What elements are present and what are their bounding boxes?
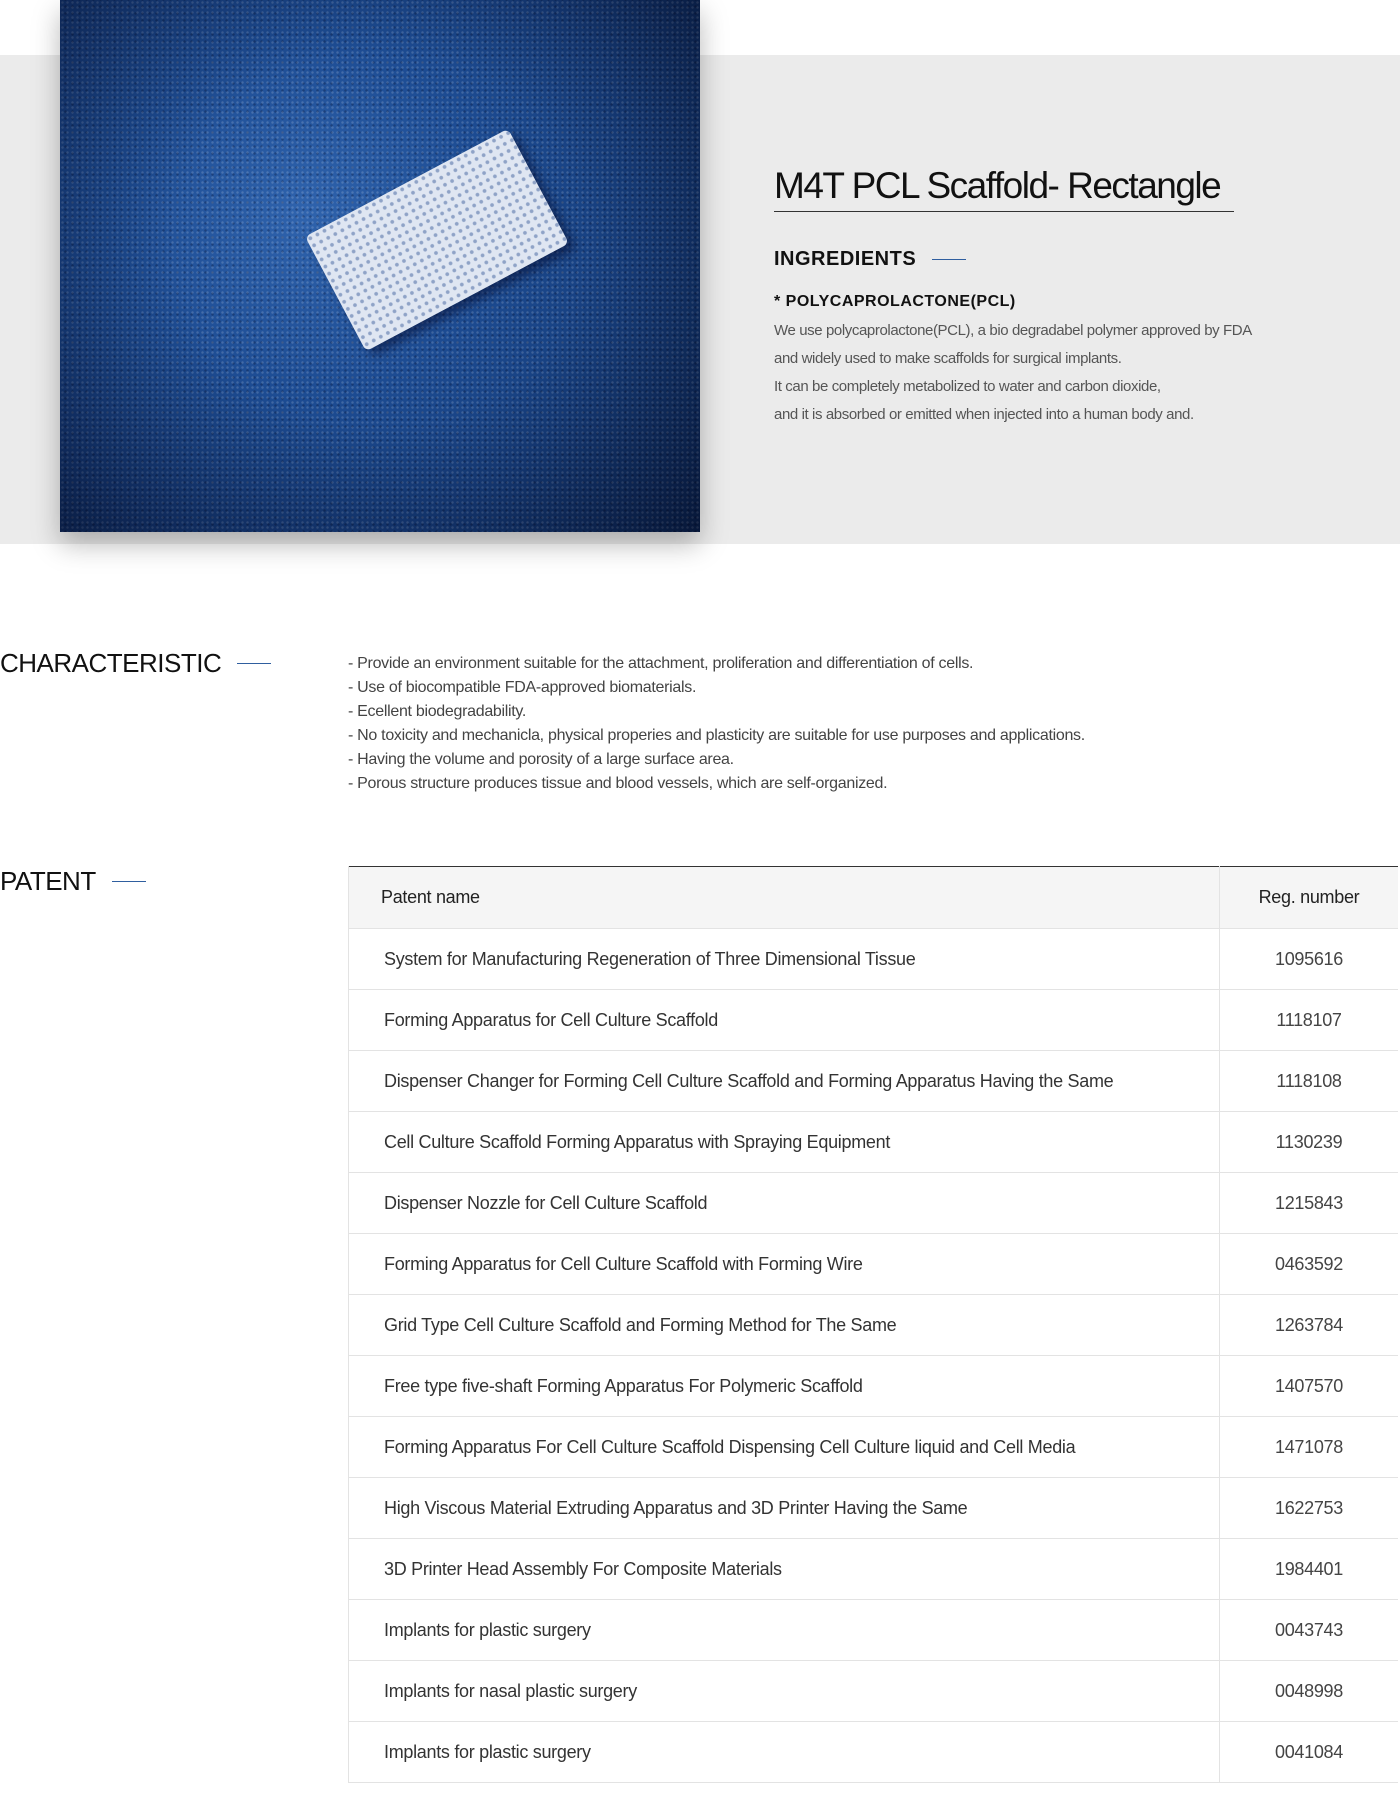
patent-heading bbox=[0, 866, 146, 897]
reg-number-cell: 1118108 bbox=[1220, 1051, 1399, 1112]
ingredient-desc-line: It can be completely metabolized to water and carbon dioxide, bbox=[774, 378, 1161, 395]
reg-number-cell: 1118107 bbox=[1220, 990, 1399, 1051]
table-row bbox=[349, 1722, 1399, 1783]
characteristic-heading-label: CHARACTERISTIC bbox=[0, 648, 222, 678]
column-header-patent-name: Patent name bbox=[349, 867, 1220, 929]
characteristic-item: - No toxicity and mechanicla, physical properies and plasticity are suitable for use purposes and applications. bbox=[348, 727, 1085, 744]
reg-number-cell: 0043743 bbox=[1220, 1600, 1399, 1661]
reg-number-cell: 1471078 bbox=[1220, 1417, 1399, 1478]
heading-accent-line bbox=[112, 881, 146, 882]
table-row bbox=[349, 1112, 1399, 1173]
patent-name-cell: Dispenser Nozzle for Cell Culture Scaffold bbox=[349, 1173, 1220, 1234]
ingredient-description bbox=[774, 317, 1334, 429]
patent-name-cell: Forming Apparatus For Cell Culture Scaffold Dispensing Cell Culture liquid and Cell Media bbox=[349, 1417, 1220, 1478]
patent-name-cell: Implants for plastic surgery bbox=[349, 1600, 1220, 1661]
reg-number-cell: 0048998 bbox=[1220, 1661, 1399, 1722]
ingredient-desc-line: We use polycaprolactone(PCL), a bio degradabel polymer approved by FDA bbox=[774, 322, 1252, 339]
product-hero bbox=[0, 55, 1400, 544]
product-title: M4T PCL Scaffold- Rectangle bbox=[774, 165, 1234, 212]
patent-name-cell: Free type five-shaft Forming Apparatus For Polymeric Scaffold bbox=[349, 1356, 1220, 1417]
patent-table bbox=[348, 866, 1398, 1783]
patent-name-cell: Forming Apparatus for Cell Culture Scaffold with Forming Wire bbox=[349, 1234, 1220, 1295]
ingredient-name: * POLYCAPROLACTONE(PCL) bbox=[774, 293, 1016, 310]
characteristic-item: - Ecellent biodegradability. bbox=[348, 703, 527, 720]
reg-number-cell: 1095616 bbox=[1220, 929, 1399, 990]
characteristic-heading bbox=[0, 648, 271, 679]
reg-number-cell: 1622753 bbox=[1220, 1478, 1399, 1539]
patent-name-cell: System for Manufacturing Regeneration of Three Dimensional Tissue bbox=[349, 929, 1220, 990]
characteristic-item: - Having the volume and porosity of a large surface area. bbox=[348, 751, 734, 768]
patent-name-cell: Implants for nasal plastic surgery bbox=[349, 1661, 1220, 1722]
patent-name-cell: Forming Apparatus for Cell Culture Scaffold bbox=[349, 990, 1220, 1051]
table-row bbox=[349, 990, 1399, 1051]
table-row bbox=[349, 1478, 1399, 1539]
patent-name-cell: High Viscous Material Extruding Apparatus and 3D Printer Having the Same bbox=[349, 1478, 1220, 1539]
reg-number-cell: 1984401 bbox=[1220, 1539, 1399, 1600]
patent-name-cell: Implants for plastic surgery bbox=[349, 1722, 1220, 1783]
product-photo bbox=[60, 0, 700, 532]
reg-number-cell: 0463592 bbox=[1220, 1234, 1399, 1295]
table-row bbox=[349, 1356, 1399, 1417]
patent-table-header-row bbox=[349, 867, 1399, 929]
table-row bbox=[349, 1539, 1399, 1600]
patent-name-cell: Dispenser Changer for Forming Cell Culture Scaffold and Forming Apparatus Having the Same bbox=[349, 1051, 1220, 1112]
reg-number-cell: 1407570 bbox=[1220, 1356, 1399, 1417]
patent-name-cell: 3D Printer Head Assembly For Composite Materials bbox=[349, 1539, 1220, 1600]
heading-accent-line bbox=[237, 663, 271, 664]
ingredients-heading bbox=[774, 248, 1334, 271]
table-row bbox=[349, 929, 1399, 990]
patent-heading-label: PATENT bbox=[0, 866, 96, 896]
reg-number-cell: 1215843 bbox=[1220, 1173, 1399, 1234]
table-row bbox=[349, 1661, 1399, 1722]
table-row bbox=[349, 1600, 1399, 1661]
table-row bbox=[349, 1417, 1399, 1478]
characteristic-item: - Provide an environment suitable for the attachment, proliferation and differentiation of cells. bbox=[348, 655, 974, 672]
reg-number-cell: 1130239 bbox=[1220, 1112, 1399, 1173]
ingredient-desc-line: and it is absorbed or emitted when injected into a human body and. bbox=[774, 406, 1194, 423]
product-info bbox=[774, 165, 1334, 429]
table-row bbox=[349, 1051, 1399, 1112]
heading-accent-line bbox=[932, 259, 966, 260]
characteristic-item: - Porous structure produces tissue and blood vessels, which are self-organized. bbox=[348, 775, 888, 792]
column-header-reg-number: Reg. number bbox=[1220, 867, 1399, 929]
patent-name-cell: Grid Type Cell Culture Scaffold and Forming Method for The Same bbox=[349, 1295, 1220, 1356]
reg-number-cell: 1263784 bbox=[1220, 1295, 1399, 1356]
patent-name-cell: Cell Culture Scaffold Forming Apparatus with Spraying Equipment bbox=[349, 1112, 1220, 1173]
characteristic-list bbox=[348, 652, 1085, 796]
table-row bbox=[349, 1173, 1399, 1234]
ingredient-desc-line: and widely used to make scaffolds for surgical implants. bbox=[774, 350, 1122, 367]
table-row bbox=[349, 1234, 1399, 1295]
table-row bbox=[349, 1295, 1399, 1356]
ingredients-heading-label: INGREDIENTS bbox=[774, 248, 917, 270]
characteristic-item: - Use of biocompatible FDA-approved biomaterials. bbox=[348, 679, 697, 696]
reg-number-cell: 0041084 bbox=[1220, 1722, 1399, 1783]
